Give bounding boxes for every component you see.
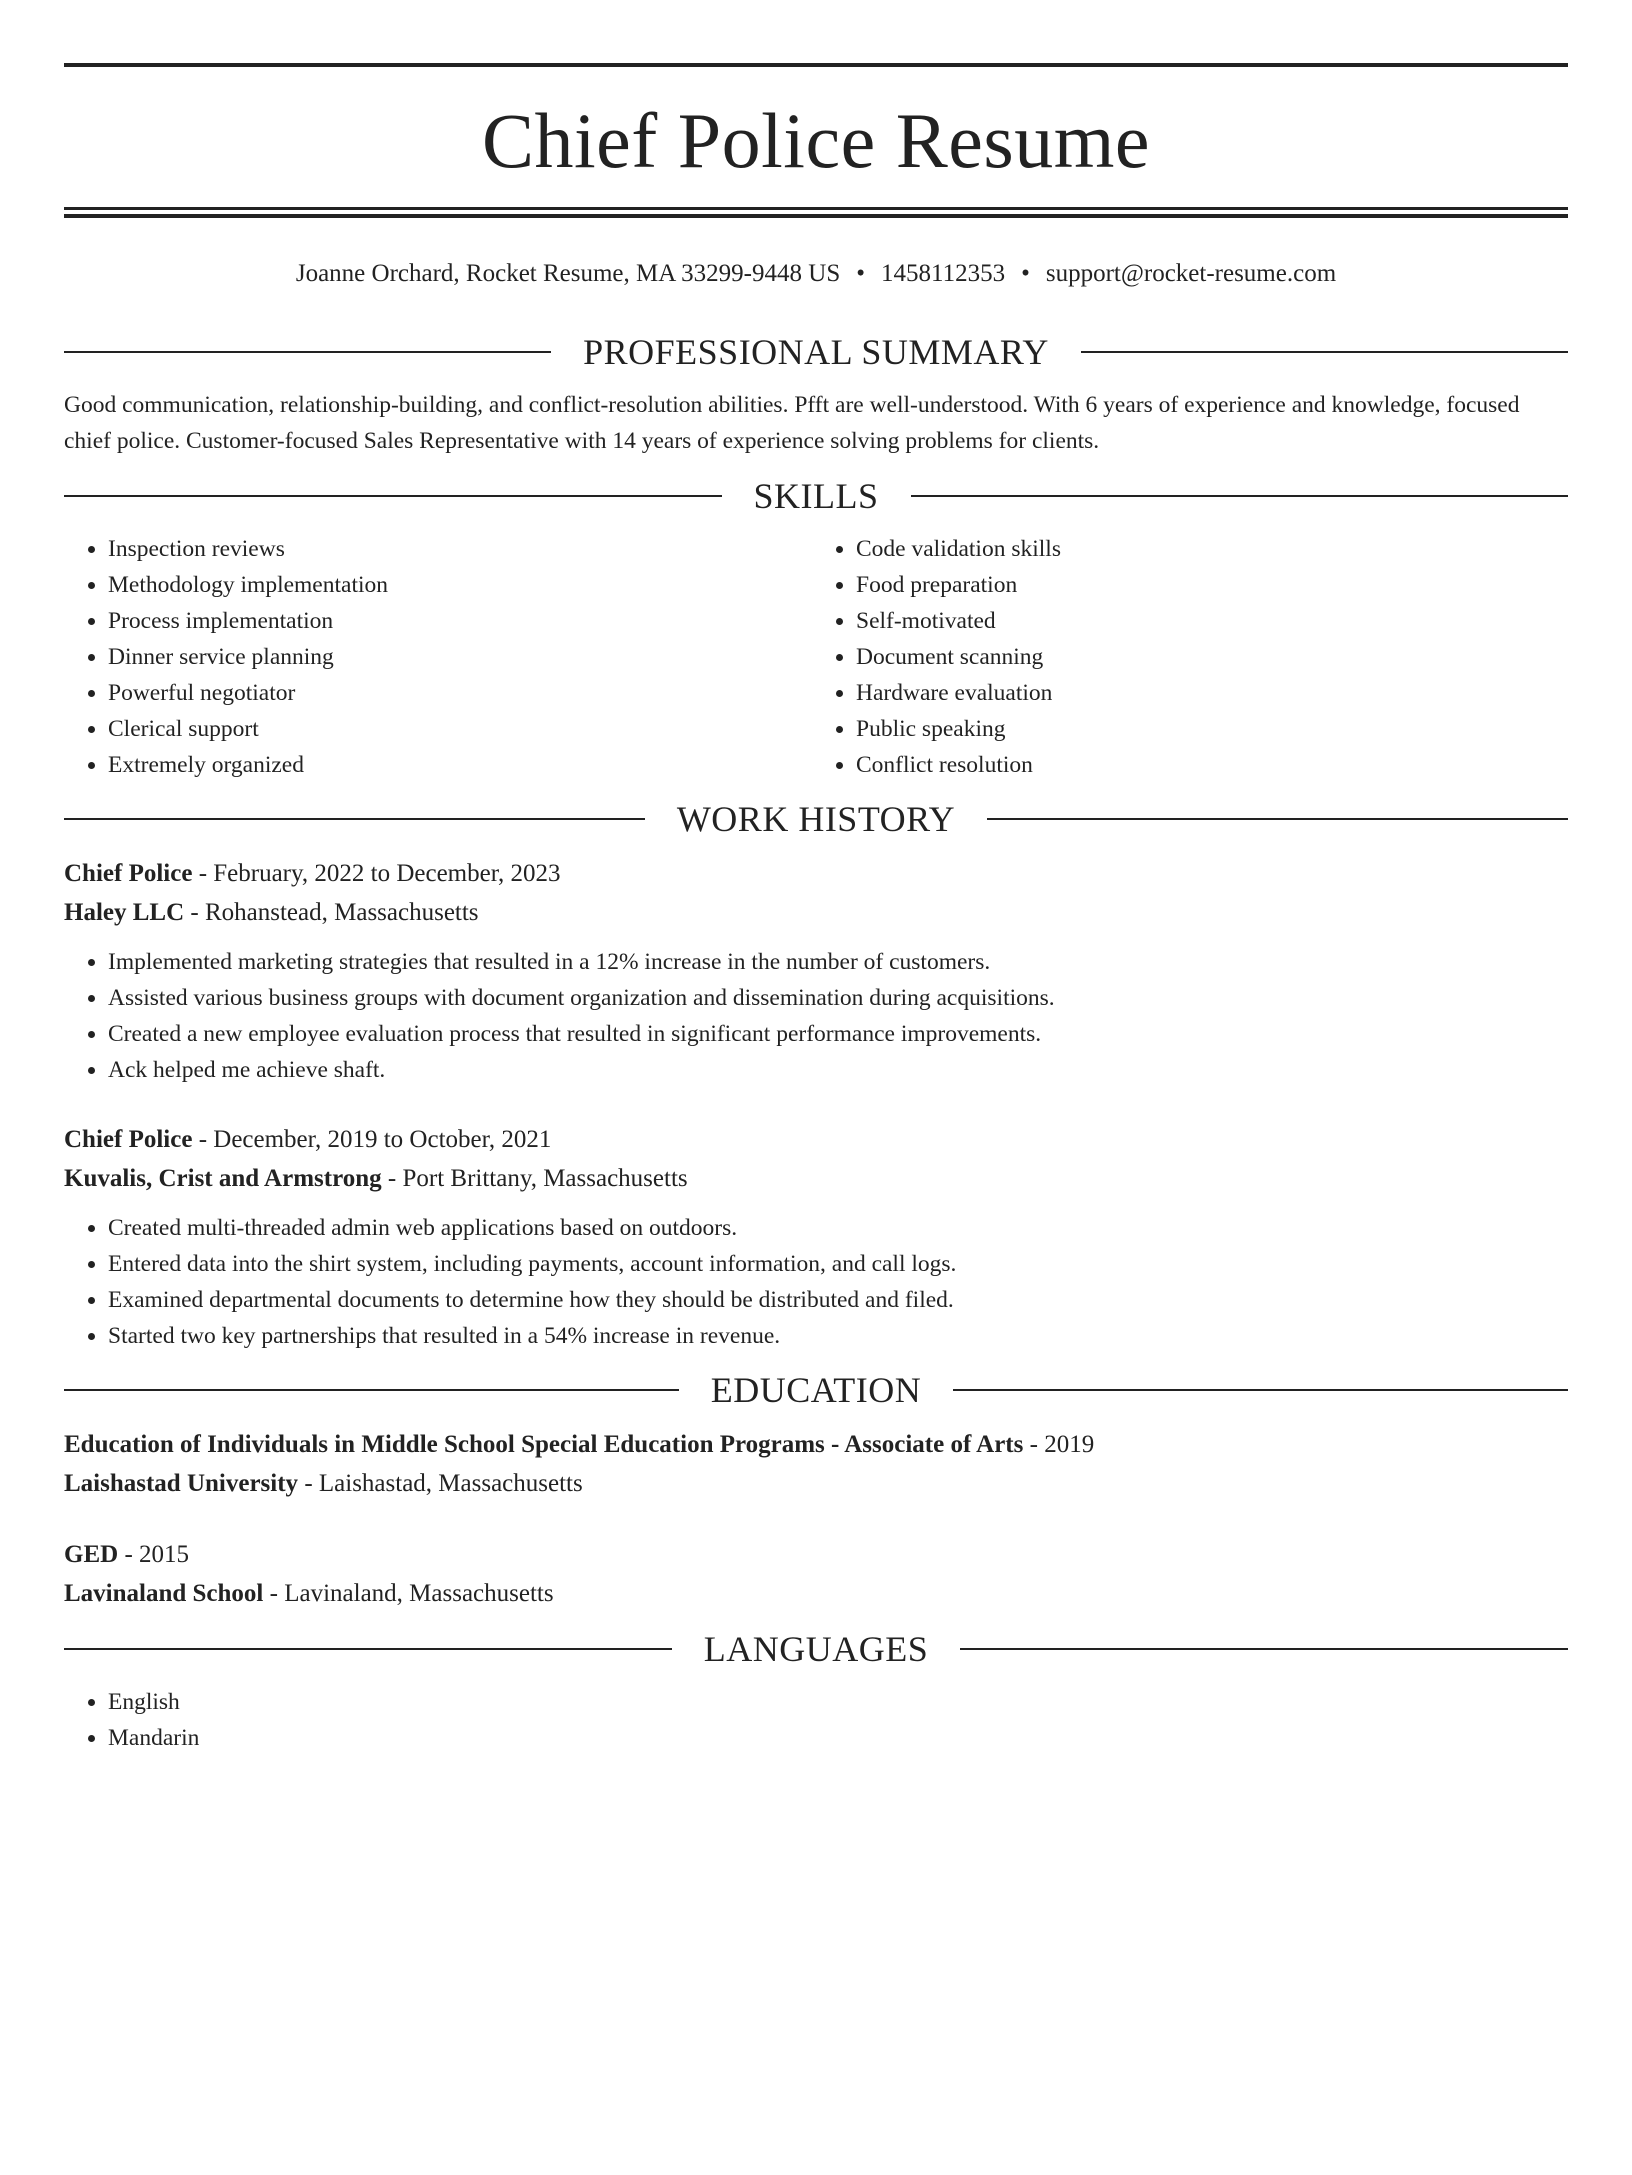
section-title-languages: LANGUAGES xyxy=(703,1629,929,1669)
skill-item: • Self-motivated xyxy=(856,603,1568,639)
title-double-rule xyxy=(64,207,1568,218)
language-item: • Mandarin xyxy=(108,1720,1568,1756)
job-bullet: • Entered data into the shirt system, including payments, account information, and call logs. xyxy=(108,1246,1568,1282)
job-company: Haley LLC xyxy=(64,899,185,926)
education-year: - 2015 xyxy=(118,1541,190,1568)
education-school: Lavinaland School xyxy=(64,1580,264,1607)
job-dates: - December, 2019 to October, 2021 xyxy=(192,1126,552,1153)
skill-item: • Dinner service planning xyxy=(108,639,816,675)
section-rule xyxy=(1081,351,1568,353)
job-title-line xyxy=(64,854,1568,893)
contact-email: support@rocket-resume.com xyxy=(1045,260,1337,287)
education-school: Laishastad University xyxy=(64,1470,299,1497)
section-title-education: EDUCATION xyxy=(710,1370,922,1410)
skills-list xyxy=(64,531,1568,783)
job-bullet: • Created multi-threaded admin web applications based on outdoors. xyxy=(108,1210,1568,1246)
skill-item: • Public speaking xyxy=(856,711,1568,747)
job-bullets xyxy=(64,944,1568,1088)
language-item: • English xyxy=(108,1684,1568,1720)
job-dates: - February, 2022 to December, 2023 xyxy=(192,860,561,887)
skill-item: • Hardware evaluation xyxy=(856,675,1568,711)
skill-item: • Conflict resolution xyxy=(856,747,1568,783)
job-company-line xyxy=(64,1159,1568,1198)
section-header-languages xyxy=(64,1624,1568,1674)
contact-separator: • xyxy=(856,260,865,287)
job-location: - Port Brittany, Massachusetts xyxy=(381,1165,688,1192)
education-degree: GED xyxy=(64,1541,119,1568)
section-rule xyxy=(64,1648,672,1650)
summary-text: Good communication, relationship-building, and conflict-resolution abilities. Pfft are well-understood. With 6 years of experience and knowledge, focused chief police. Customer-focused Sales Representative with 14 years of experience solving problems for clients. xyxy=(64,392,1520,454)
section-rule xyxy=(987,818,1568,820)
section-rule xyxy=(960,1648,1568,1650)
skill-item: • Clerical support xyxy=(108,711,816,747)
education-school-line xyxy=(64,1464,1568,1503)
section-rule xyxy=(64,495,722,497)
skill-item: • Powerful negotiator xyxy=(108,675,816,711)
education-degree-line xyxy=(64,1425,1568,1464)
education-degree-line xyxy=(64,1535,1568,1574)
job-location: - Rohanstead, Massachusetts xyxy=(184,899,479,926)
section-rule xyxy=(953,1389,1568,1391)
contact-separator: • xyxy=(1021,260,1030,287)
skill-item: • Inspection reviews xyxy=(108,531,816,567)
section-rule xyxy=(64,818,645,820)
skill-item: • Methodology implementation xyxy=(108,567,816,603)
section-rule xyxy=(64,1389,679,1391)
job-bullet: • Ack helped me achieve shaft. xyxy=(108,1052,1568,1088)
job-bullet: • Implemented marketing strategies that resulted in a 12% increase in the number of customers. xyxy=(108,944,1568,980)
job-bullet: • Started two key partnerships that resulted in a 54% increase in revenue. xyxy=(108,1318,1568,1354)
section-header-summary xyxy=(64,327,1568,377)
skill-item: • Code validation skills xyxy=(856,531,1568,567)
languages-list xyxy=(64,1684,1568,1756)
section-rule xyxy=(64,351,551,353)
job-title-line xyxy=(64,1120,1568,1159)
education-school-line xyxy=(64,1574,1568,1613)
job-entry xyxy=(64,1120,1568,1354)
contact-phone: 1458112353 xyxy=(881,260,1006,287)
job-bullet: • Examined departmental documents to determine how they should be distributed and filed. xyxy=(108,1282,1568,1318)
section-header-work xyxy=(64,794,1568,844)
job-title: Chief Police xyxy=(64,1126,193,1153)
section-title-work: WORK HISTORY xyxy=(676,799,956,839)
skills-column-left xyxy=(64,531,816,783)
section-header-skills xyxy=(64,471,1568,521)
education-entry xyxy=(64,1535,1568,1613)
job-entry xyxy=(64,854,1568,1088)
section-header-education xyxy=(64,1365,1568,1415)
skill-item: • Document scanning xyxy=(856,639,1568,675)
education-degree: Education of Individuals in Middle School Special Education Programs - Associate of Arts xyxy=(64,1431,1024,1458)
contact-line xyxy=(64,254,1568,294)
job-company: Kuvalis, Crist and Armstrong xyxy=(64,1165,382,1192)
resume-page xyxy=(0,63,1632,2175)
skills-column-right xyxy=(816,531,1568,783)
resume-title: Chief Police Resume xyxy=(481,97,1151,184)
section-title-skills: SKILLS xyxy=(753,476,879,516)
job-bullets xyxy=(64,1210,1568,1354)
education-entry xyxy=(64,1425,1568,1503)
education-location: - Laishastad, Massachusetts xyxy=(298,1470,583,1497)
contact-address: Joanne Orchard, Rocket Resume, MA 33299-9448 US xyxy=(295,260,841,287)
section-title-summary: PROFESSIONAL SUMMARY xyxy=(583,332,1049,372)
skill-item: • Process implementation xyxy=(108,603,816,639)
skill-item: • Extremely organized xyxy=(108,747,816,783)
job-title: Chief Police xyxy=(64,860,193,887)
skill-item: • Food preparation xyxy=(856,567,1568,603)
education-location: - Lavinaland, Massachusetts xyxy=(263,1580,554,1607)
job-bullet: • Created a new employee evaluation process that resulted in significant performance improvements. xyxy=(108,1016,1568,1052)
education-year: - 2019 xyxy=(1023,1431,1095,1458)
job-company-line xyxy=(64,893,1568,932)
section-rule xyxy=(911,495,1569,497)
job-bullet: • Assisted various business groups with document organization and dissemination during acquisitions. xyxy=(108,980,1568,1016)
